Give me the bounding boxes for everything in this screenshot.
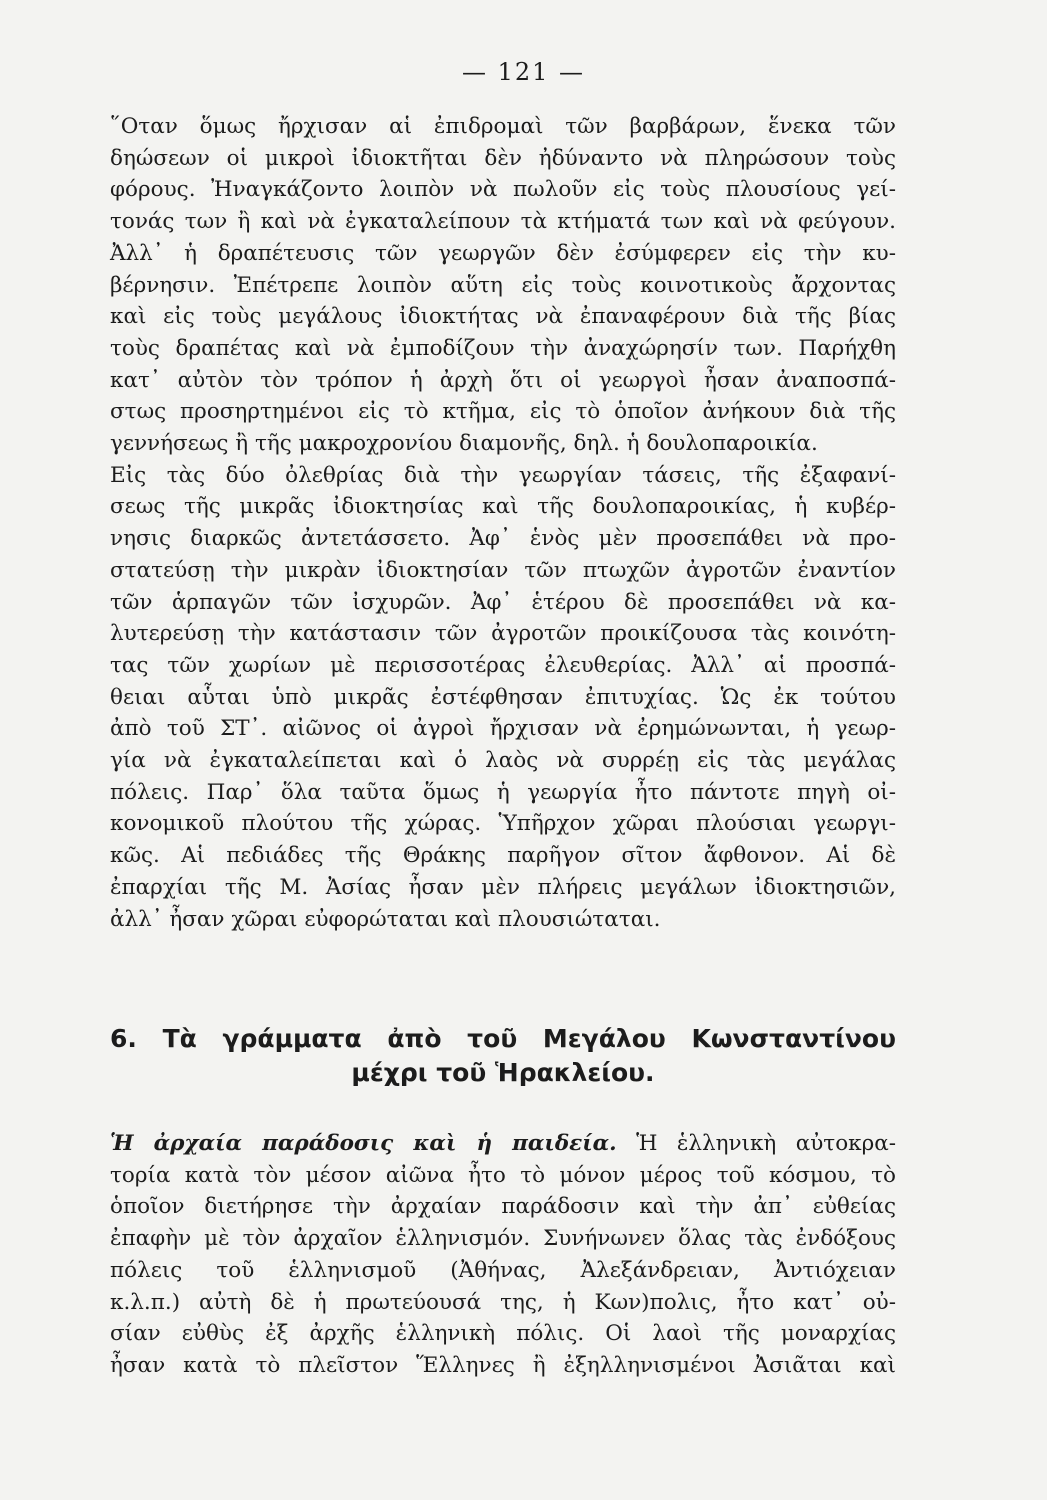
text-line: σίαν εὐθὺς ἐξ ἀρχῆς ἑλληνικὴ πόλις. Οἱ λαοὶ τῆς μοναρχίας — [110, 1321, 896, 1347]
section-heading-line-2: μέχρι τοῦ Ἡρακλείου. — [351, 1058, 655, 1087]
text-line: θειαι αὗται ὑπὸ μικρᾶς ἐστέφθησαν ἐπιτυχίας. Ὡς ἐκ τούτου — [110, 684, 896, 710]
text-line: ἐπαρχίαι τῆς Μ. Ἀσίας ἦσαν μὲν πλήρεις μεγάλων ἰδιοκτησιῶν, — [110, 874, 896, 900]
text-line: τῶν ἁρπαγῶν τῶν ἰσχυρῶν. Ἀφ᾽ ἑτέρου δὲ προσεπάθει νὰ κα- — [110, 589, 896, 615]
text-line: ἀλλ᾽ ἦσαν χῶραι εὐφορώταται καὶ πλουσιώταται. — [110, 906, 661, 932]
text-line: τορία κατὰ τὸν μέσον αἰῶνα ἦτο τὸ μόνον μέρος τοῦ κόσμου, τὸ — [110, 1162, 896, 1188]
page-number: — 121 — — [461, 58, 586, 86]
section-heading — [110, 1022, 896, 1090]
section-heading-line-1: 6. Τὰ γράμματα ἀπὸ τοῦ Μεγάλου Κωνσταντίνου — [110, 1024, 896, 1053]
text-line: δηώσεων οἱ μικροὶ ἰδιοκτῆται δὲν ἠδύναντο νὰ πληρώσουν τοὺς — [110, 145, 896, 171]
text-line: κονομικοῦ πλούτου τῆς χώρας. Ὑπῆρχον χῶραι πλούσιαι γεωργι- — [110, 811, 896, 837]
text-line: λυτερεύσῃ τὴν κατάστασιν τῶν ἀγροτῶν προικίζουσα τὰς κοινότη- — [110, 621, 896, 647]
text-line: τονάς των ἢ καὶ νὰ ἐγκαταλείπουν τὰ κτήματά των καὶ νὰ φεύγουν. — [110, 209, 896, 235]
text-line: τοὺς δραπέτας καὶ νὰ ἐμποδίζουν τὴν ἀναχώρησίν των. Παρήχθη — [110, 335, 896, 361]
text-line-with-lead — [110, 1128, 896, 1160]
text-line: στατεύσῃ τὴν μικρὰν ἰδιοκτησίαν τῶν πτωχῶν ἀγροτῶν ἐναντίον — [110, 557, 896, 583]
text-line: κατ᾽ αὐτὸν τὸν τρόπον ἡ ἀρχὴ ὅτι οἱ γεωργοὶ ἦσαν ἀναποσπά- — [110, 367, 896, 393]
text-line: νησις διαρκῶς ἀντετάσσετο. Ἀφ᾽ ἑνὸς μὲν προσεπάθει νὰ προ- — [110, 526, 896, 552]
text-line: ὁποῖον διετήρησε τὴν ἀρχαίαν παράδοσιν καὶ τὴν ἀπ᾽ εὐθείας — [110, 1194, 896, 1220]
text-line: στως προσηρτημένοι εἰς τὸ κτῆμα, εἰς τὸ ὁποῖον ἀνήκουν διὰ τῆς — [110, 399, 896, 425]
text-line: φόρους. Ἠναγκάζοντο λοιπὸν νὰ πωλοῦν εἰς τοὺς πλουσίους γεί- — [110, 177, 896, 203]
text-line: ἀπὸ τοῦ ΣΤ᾽. αἰῶνος οἱ ἀγροὶ ἤρχισαν νὰ ἐρημώνωνται, ἡ γεωρ- — [110, 716, 896, 742]
paragraph-block-agriculture — [110, 111, 896, 935]
text-line: γία νὰ ἐγκαταλείπεται καὶ ὁ λαὸς νὰ συρρέῃ εἰς τὰς μεγάλας — [110, 748, 896, 774]
text-line: πόλεις. Παρ᾽ ὅλα ταῦτα ὅμως ἡ γεωργία ἦτο πάντοτε πηγὴ οἰ- — [110, 779, 896, 805]
text-line: πόλεις τοῦ ἑλληνισμοῦ (Ἀθήνας, Ἀλεξάνδρειαν, Ἀντιόχειαν — [110, 1257, 896, 1283]
text-line: ἐπαφὴν μὲ τὸν ἀρχαῖον ἑλληνισμόν. Συνήνωνεν ὅλας τὰς ἐνδόξους — [110, 1226, 896, 1252]
text-line: ἦσαν κατὰ τὸ πλεῖστον Ἕλληνες ἢ ἐξηλληνισμένοι Ἀσιᾶται καὶ — [110, 1352, 896, 1378]
paragraph-block-letters — [110, 1128, 896, 1382]
text-line: κῶς. Αἱ πεδιάδες τῆς Θράκης παρῆγον σῖτον ἄφθονον. Αἱ δὲ — [110, 843, 896, 869]
text-line: τας τῶν χωρίων μὲ περισσοτέρας ἐλευθερίας. Ἀλλ᾽ αἱ προσπά- — [110, 652, 896, 678]
text-line: βέρνησιν. Ἐπέτρεπε λοιπὸν αὕτη εἰς τοὺς κοινοτικοὺς ἄρχοντας — [110, 272, 896, 298]
text-line: κ.λ.π.) αὐτὴ δὲ ἡ πρωτεύουσά της, ἡ Κων)πολις, ἦτο κατ᾽ οὐ- — [110, 1289, 896, 1315]
text-line: γεννήσεως ἢ τῆς μακροχρονίου διαμονῆς, δηλ. ἡ δουλοπαροικία. — [110, 431, 818, 457]
text-line: Ἀλλ᾽ ἡ δραπέτευσις τῶν γεωργῶν δὲν ἐσύμφερεν εἰς τὴν κυ- — [110, 240, 896, 266]
text-line: σεως τῆς μικρᾶς ἰδιοκτησίας καὶ τῆς δουλοπαροικίας, ἡ κυβέρ- — [110, 494, 896, 520]
text-line: ῞Οταν ὅμως ἤρχισαν αἱ ἐπιδρομαὶ τῶν βαρβάρων, ἕνεκα τῶν — [110, 114, 896, 139]
text-line: Εἰς τὰς δύο ὀλεθρίας διὰ τὴν γεωργίαν τάσεις, τῆς ἐξαφανί- — [110, 462, 896, 488]
text-line: καὶ εἰς τοὺς μεγάλους ἰδιοκτήτας νὰ ἐπαναφέρουν διὰ τῆς βίας — [110, 304, 896, 330]
paragraph-lead-title: Ἡ ἀρχαία παράδοσις καὶ ἡ παιδεία. — [110, 1131, 617, 1156]
text-line-rest: Ἡ ἑλληνικὴ αὐτοκρα- — [616, 1131, 896, 1156]
